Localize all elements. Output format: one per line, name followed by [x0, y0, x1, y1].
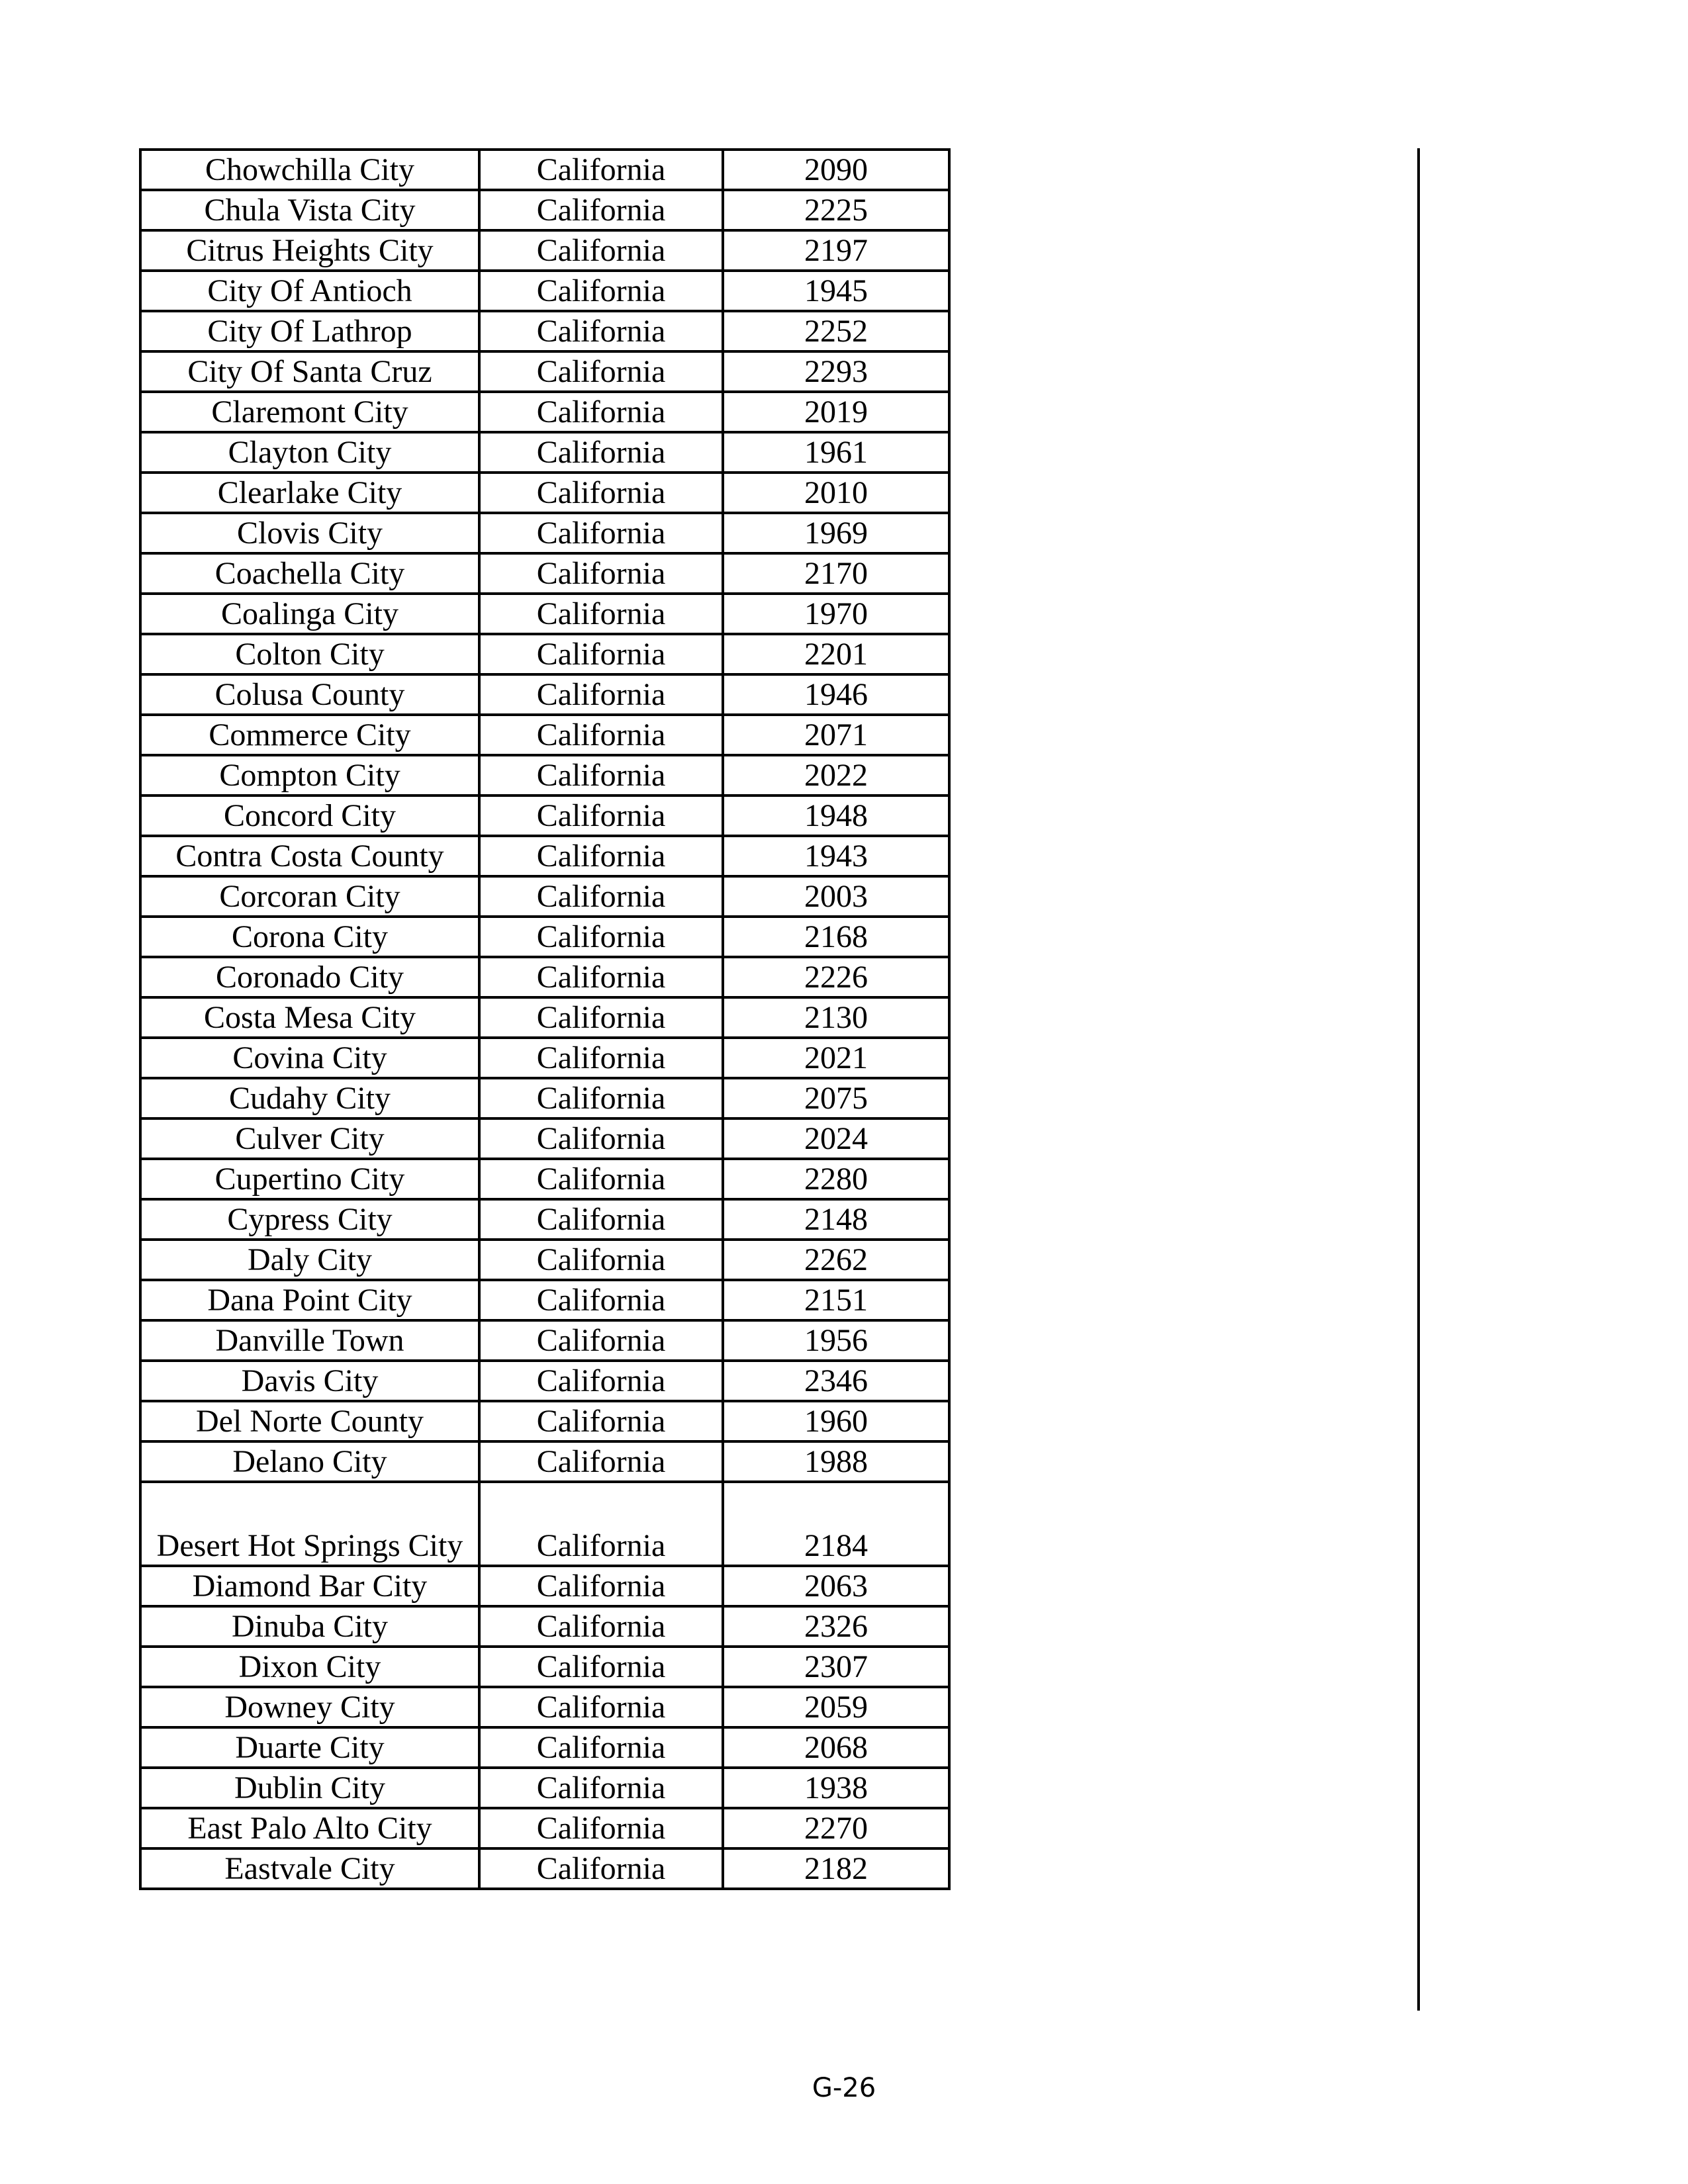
state-cell: California — [479, 755, 723, 796]
code-cell: 2019 — [723, 392, 949, 432]
jurisdiction-name-cell: East Palo Alto City — [140, 1808, 479, 1848]
code-cell: 2326 — [723, 1606, 949, 1647]
state-cell: California — [479, 190, 723, 230]
jurisdiction-name-cell: Diamond Bar City — [140, 1566, 479, 1606]
code-cell: 2346 — [723, 1361, 949, 1401]
state-cell: California — [479, 432, 723, 473]
table-row — [140, 230, 949, 271]
jurisdiction-name-cell: Citrus Heights City — [140, 230, 479, 271]
code-cell: 2003 — [723, 876, 949, 917]
table-row — [140, 190, 949, 230]
table-row — [140, 311, 949, 351]
jurisdiction-name-cell: City Of Antioch — [140, 271, 479, 311]
state-cell: California — [479, 796, 723, 836]
code-cell: 1970 — [723, 594, 949, 634]
code-cell: 2075 — [723, 1078, 949, 1118]
jurisdiction-name-cell: Cypress City — [140, 1199, 479, 1240]
table-row — [140, 876, 949, 917]
table-row — [140, 553, 949, 594]
jurisdiction-name-cell: Cudahy City — [140, 1078, 479, 1118]
table-row — [140, 594, 949, 634]
jurisdiction-name-cell: Clearlake City — [140, 473, 479, 513]
table-row — [140, 351, 949, 392]
table-row — [140, 392, 949, 432]
state-cell: California — [479, 1320, 723, 1361]
code-cell: 2168 — [723, 917, 949, 957]
jurisdiction-name-cell: Costa Mesa City — [140, 997, 479, 1038]
table-row — [140, 1320, 949, 1361]
state-cell: California — [479, 553, 723, 594]
table-row — [140, 1280, 949, 1320]
table-row — [140, 957, 949, 997]
table-row — [140, 1566, 949, 1606]
jurisdiction-name-cell: Claremont City — [140, 392, 479, 432]
table-body — [140, 150, 949, 1889]
code-cell: 2024 — [723, 1118, 949, 1159]
table-row — [140, 917, 949, 957]
code-cell: 2090 — [723, 150, 949, 190]
jurisdiction-name-cell: Coronado City — [140, 957, 479, 997]
state-cell: California — [479, 876, 723, 917]
state-cell: California — [479, 1727, 723, 1768]
state-cell: California — [479, 513, 723, 553]
state-cell: California — [479, 715, 723, 755]
code-cell: 2225 — [723, 190, 949, 230]
code-cell: 2071 — [723, 715, 949, 755]
state-cell: California — [479, 1159, 723, 1199]
code-cell: 2063 — [723, 1566, 949, 1606]
code-cell: 2151 — [723, 1280, 949, 1320]
code-cell: 1988 — [723, 1441, 949, 1482]
state-cell: California — [479, 351, 723, 392]
code-cell: 2307 — [723, 1647, 949, 1687]
table-row — [140, 271, 949, 311]
code-cell: 2184 — [723, 1482, 949, 1566]
table-row — [140, 674, 949, 715]
code-cell: 2059 — [723, 1687, 949, 1727]
jurisdiction-name-cell: Downey City — [140, 1687, 479, 1727]
jurisdiction-name-cell: Del Norte County — [140, 1401, 479, 1441]
state-cell: California — [479, 836, 723, 876]
jurisdiction-name-cell: Colton City — [140, 634, 479, 674]
jurisdiction-table — [139, 148, 951, 1890]
state-cell: California — [479, 1482, 723, 1566]
code-cell: 2170 — [723, 553, 949, 594]
jurisdiction-name-cell: Corcoran City — [140, 876, 479, 917]
state-cell: California — [479, 311, 723, 351]
code-cell: 2010 — [723, 473, 949, 513]
jurisdiction-name-cell: Commerce City — [140, 715, 479, 755]
code-cell: 2262 — [723, 1240, 949, 1280]
table-row — [140, 997, 949, 1038]
code-cell: 2270 — [723, 1808, 949, 1848]
code-cell: 1943 — [723, 836, 949, 876]
code-cell: 2293 — [723, 351, 949, 392]
state-cell: California — [479, 1078, 723, 1118]
jurisdiction-name-cell: Desert Hot Springs City — [140, 1482, 479, 1566]
jurisdiction-name-cell: Duarte City — [140, 1727, 479, 1768]
table-row — [140, 1441, 949, 1482]
jurisdiction-name-cell: Concord City — [140, 796, 479, 836]
jurisdiction-name-cell: Compton City — [140, 755, 479, 796]
table-row — [140, 634, 949, 674]
state-cell: California — [479, 634, 723, 674]
code-cell: 2201 — [723, 634, 949, 674]
jurisdiction-name-cell: Colusa County — [140, 674, 479, 715]
code-cell: 1945 — [723, 271, 949, 311]
state-cell: California — [479, 1280, 723, 1320]
state-cell: California — [479, 271, 723, 311]
table-row — [140, 1118, 949, 1159]
table-row — [140, 1606, 949, 1647]
jurisdiction-name-cell: Culver City — [140, 1118, 479, 1159]
state-cell: California — [479, 917, 723, 957]
code-cell: 1960 — [723, 1401, 949, 1441]
table-row — [140, 1482, 949, 1566]
table-row — [140, 836, 949, 876]
code-cell: 1948 — [723, 796, 949, 836]
state-cell: California — [479, 1118, 723, 1159]
state-cell: California — [479, 1441, 723, 1482]
jurisdiction-name-cell: Clayton City — [140, 432, 479, 473]
jurisdiction-name-cell: Contra Costa County — [140, 836, 479, 876]
state-cell: California — [479, 1808, 723, 1848]
code-cell: 1946 — [723, 674, 949, 715]
code-cell: 1956 — [723, 1320, 949, 1361]
state-cell: California — [479, 674, 723, 715]
state-cell: California — [479, 230, 723, 271]
jurisdiction-name-cell: Dana Point City — [140, 1280, 479, 1320]
table-row — [140, 1240, 949, 1280]
jurisdiction-name-cell: Dixon City — [140, 1647, 479, 1687]
jurisdiction-name-cell: Dinuba City — [140, 1606, 479, 1647]
state-cell: California — [479, 1566, 723, 1606]
state-cell: California — [479, 1038, 723, 1078]
jurisdiction-name-cell: Clovis City — [140, 513, 479, 553]
code-cell: 1969 — [723, 513, 949, 553]
jurisdiction-name-cell: Chowchilla City — [140, 150, 479, 190]
code-cell: 1938 — [723, 1768, 949, 1808]
table-row — [140, 1199, 949, 1240]
right-vertical-rule — [1417, 148, 1420, 2011]
code-cell: 2130 — [723, 997, 949, 1038]
table-row — [140, 1038, 949, 1078]
code-cell: 2022 — [723, 755, 949, 796]
jurisdiction-name-cell: City Of Lathrop — [140, 311, 479, 351]
state-cell: California — [479, 594, 723, 634]
jurisdiction-name-cell: Dublin City — [140, 1768, 479, 1808]
code-cell: 1961 — [723, 432, 949, 473]
table-row — [140, 1687, 949, 1727]
state-cell: California — [479, 1848, 723, 1889]
jurisdiction-name-cell: Covina City — [140, 1038, 479, 1078]
state-cell: California — [479, 997, 723, 1038]
state-cell: California — [479, 1647, 723, 1687]
jurisdiction-name-cell: Coalinga City — [140, 594, 479, 634]
state-cell: California — [479, 1606, 723, 1647]
table-row — [140, 1848, 949, 1889]
jurisdiction-name-cell: Danville Town — [140, 1320, 479, 1361]
state-cell: California — [479, 1401, 723, 1441]
state-cell: California — [479, 1361, 723, 1401]
table-row — [140, 1808, 949, 1848]
table-row — [140, 1078, 949, 1118]
table-row — [140, 1401, 949, 1441]
table-row — [140, 432, 949, 473]
jurisdiction-name-cell: Chula Vista City — [140, 190, 479, 230]
table-row — [140, 755, 949, 796]
table-row — [140, 715, 949, 755]
state-cell: California — [479, 1240, 723, 1280]
code-cell: 2182 — [723, 1848, 949, 1889]
page-number: G-26 — [812, 2073, 876, 2103]
state-cell: California — [479, 392, 723, 432]
table-row — [140, 1361, 949, 1401]
table-row — [140, 1159, 949, 1199]
state-cell: California — [479, 957, 723, 997]
table-row — [140, 513, 949, 553]
code-cell: 2197 — [723, 230, 949, 271]
table-row — [140, 1768, 949, 1808]
jurisdiction-name-cell: Cupertino City — [140, 1159, 479, 1199]
code-cell: 2021 — [723, 1038, 949, 1078]
jurisdiction-name-cell: Corona City — [140, 917, 479, 957]
jurisdiction-name-cell: Coachella City — [140, 553, 479, 594]
table-row — [140, 1727, 949, 1768]
jurisdiction-name-cell: Delano City — [140, 1441, 479, 1482]
state-cell: California — [479, 1687, 723, 1727]
table-row — [140, 796, 949, 836]
jurisdiction-name-cell: City Of Santa Cruz — [140, 351, 479, 392]
jurisdiction-name-cell: Daly City — [140, 1240, 479, 1280]
code-cell: 2148 — [723, 1199, 949, 1240]
table-row — [140, 1647, 949, 1687]
code-cell: 2280 — [723, 1159, 949, 1199]
code-cell: 2252 — [723, 311, 949, 351]
table-row — [140, 473, 949, 513]
jurisdiction-name-cell: Davis City — [140, 1361, 479, 1401]
state-cell: California — [479, 150, 723, 190]
code-cell: 2068 — [723, 1727, 949, 1768]
state-cell: California — [479, 1768, 723, 1808]
table-row — [140, 150, 949, 190]
jurisdiction-name-cell: Eastvale City — [140, 1848, 479, 1889]
state-cell: California — [479, 1199, 723, 1240]
state-cell: California — [479, 473, 723, 513]
code-cell: 2226 — [723, 957, 949, 997]
